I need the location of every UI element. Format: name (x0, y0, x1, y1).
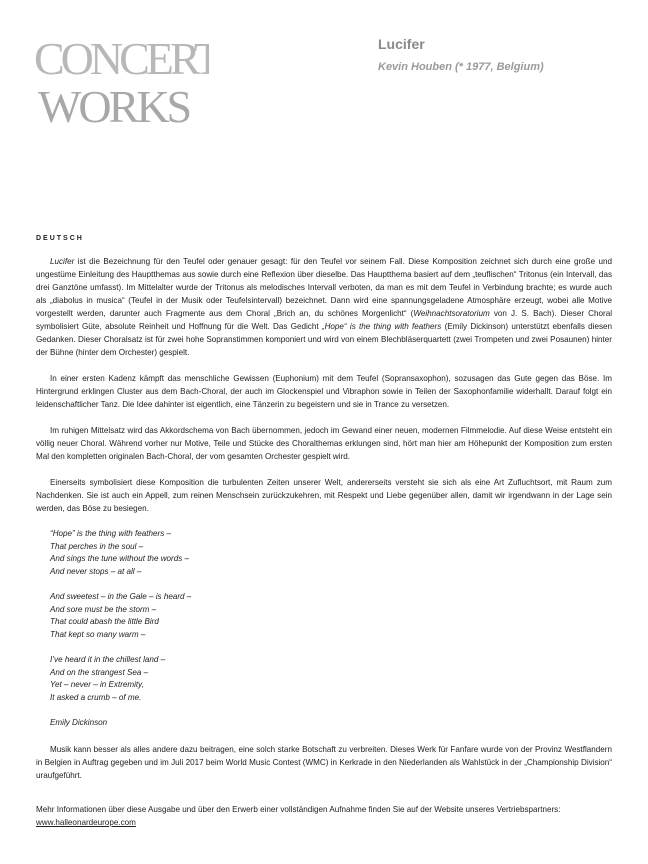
poem-stanza (50, 654, 612, 704)
poem-line: Yet – never – in Extremity, (50, 680, 144, 690)
poem (50, 528, 612, 730)
poem-line: That perches in the soul – (50, 541, 144, 551)
poem-line: I’ve heard it in the chillest land – (50, 654, 166, 664)
emphasis: „Hope“ is the thing with feathers (321, 322, 442, 331)
concert-works-logo (34, 30, 209, 135)
poem-line: It asked a crumb – of me. (50, 692, 142, 702)
piece-title: Lucifer (378, 36, 425, 52)
poem-line: And sore must be the storm – (50, 604, 157, 614)
text: ist die Bezeichnung für den Teufel oder genauer gesagt: für den Teufel vor seinem Fall. Diese Komposition zeichnet sich durch eine große und ungestüme Einleitung des Hauptthemas aus sowie durch eine Reflexion über dieselbe. Das Hauptthema basiert auf dem „teuflischen“ Tritonus (ein Intervall, das drei Ganztöne umfasst). Im Mittelalter wurde der Tritonus als melodisches Intervall verboten, da man es mit dem Teufel in Verbindung brachte; es wurde auch als „diabolus in musica“ (Teufel in der Musik oder Teufelsintervall) bezeichnet. Dann wird eine spannungsgeladene Atmosphäre erzeugt, wobei alle Motive vorgestellt werden, darunter auch Fragmente aus dem Choral „Brich an, du schönes Morgenlicht“ ( (36, 257, 612, 318)
footer-text: Mehr Informationen über diese Ausgabe und über den Erwerb einer vollständigen Aufnahme finden Sie auf der Website unseres Vertriebspartners: (36, 805, 561, 814)
emphasis: Weihnachtsoratorium (413, 309, 490, 318)
program-notes (36, 255, 612, 795)
emphasis: Lucifer (50, 257, 75, 266)
poem-line: That could abash the little Bird (50, 617, 159, 627)
poem-line: “Hope” is the thing with feathers – (50, 529, 172, 538)
paragraph-1 (36, 255, 612, 359)
poem-author: Emily Dickinson (50, 717, 108, 727)
footer (36, 803, 560, 829)
paragraph-5: Musik kann besser als alles andere dazu beitragen, eine solch starke Botschaft zu verbreiten. Dieses Werk für Fanfare wurde von der Provinz Westflandern in Belgien in Auftrag gegeben und im Juli 2017 beim World Music Contest (WMC) in Kerkrade in den Niederlanden als Wahlstück in der „Championship Division“ uraufgeführt. (36, 744, 612, 780)
logo-line-2: WORKS (38, 81, 190, 130)
poem-stanza (50, 591, 612, 641)
poem-line: And on the strangest Sea – (50, 667, 149, 677)
logo-line-1: CONCERT (34, 33, 209, 84)
poem-line: That kept so many warm – (50, 629, 146, 639)
text: von J. S. Bach). Dieser Choral symbolisiert Güte, absolute Reinheit und Hoffnung für die Welt. Das Gedicht (36, 309, 612, 331)
poem-stanza (50, 528, 612, 578)
language-heading: DEUTSCH (36, 235, 84, 242)
poem-line: And sweetest – in the Gale – is heard – (50, 591, 192, 601)
composer-name: Kevin Houben (* 1977, Belgium) (378, 61, 544, 73)
website-link[interactable]: www.halleonardeurope.com (36, 818, 136, 827)
paragraph-4: Einerseits symbolisiert diese Komposition die turbulenten Zeiten unserer Welt, andererseits versteht sie sich als eine Art Zufluchtsort, mit Raum zum Nachdenken. Sie ist auch ein Appell, zum reinen Menschsein zurückzukehren, mit Respekt und Liebe gegenüber allen, damit wir irgendwann in der Lage sein werden, das Böse zu besiegen. (36, 478, 612, 513)
paragraph-2: In einer ersten Kadenz kämpft das menschliche Gewissen (Euphonium) mit dem Teufel (Sopransaxophon), sozusagen das Gute gegen das Böse. Im Hintergrund erklingen Cluster aus dem Bach-Choral, der auch im Glockenspiel und Vibraphon sowie in Teilen der Saxophonfamilie widerhallt. Darauf folgt ein leidenschaftlicher Tanz. Die Idee dahinter ist eigentlich, eine Tänzerin zu begeistern und sie in Trance zu versetzen. (36, 374, 612, 409)
poem-line: And sings the tune without the words – (50, 554, 190, 564)
text: (Emily Dickinson) unterstützt ebenfalls diesen Gedanken. Dieser Choralsatz ist für zwei hohe Sopranstimmen komponiert und wird von einem Blechbläserquartett (zwei Trompeten und zwei Posaunen) hinter der Bühne (hinter dem Orchester) gespielt. (36, 322, 612, 357)
paragraph-3: Im ruhigen Mittelsatz wird das Akkordschema von Bach übernommen, jedoch im Gewand einer neuen, modernen Filmmelodie. Auf diese Weise entsteht ein völlig neuer Choral. Während vorher nur Motive, Teile und Stücke des Choralthemas erklungen sind, hört man hier am Höhepunkt der Komposition zum ersten Mal den kompletten originalen Bach-Choral, der vom gesamten Orchester gespielt wird. (36, 426, 612, 461)
poem-line: And never stops – at all – (50, 566, 142, 576)
